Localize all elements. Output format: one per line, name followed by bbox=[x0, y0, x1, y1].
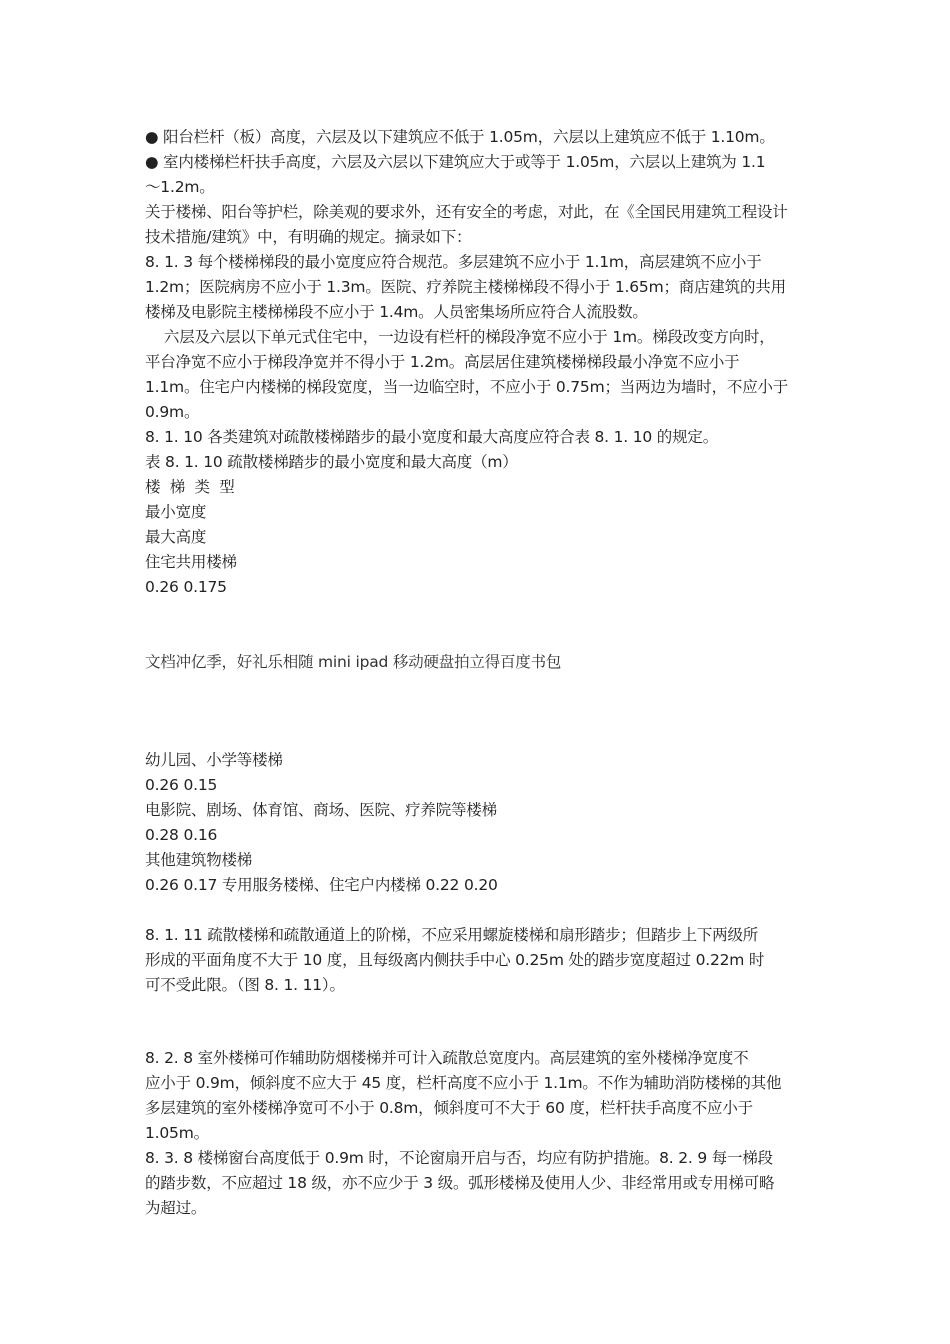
clause-8-1-3: 8. 1. 3 每个楼梯梯段的最小宽度应符合规范。多层建筑不应小于 1.1m，高层建筑不应小于 bbox=[145, 253, 762, 271]
table-header-max-height: 最大高度 bbox=[145, 528, 207, 546]
text-line: 应小于 0.9m，倾斜度不应大于 45 度，栏杆高度不应小于 1.1m。不作为辅助消防楼梯的其他 bbox=[145, 1074, 782, 1092]
text-line: 为超过。 bbox=[145, 1199, 207, 1217]
text-line-balcony-railing: ● 阳台栏杆（板）高度，六层及以下建筑应不低于 1.05m，六层以上建筑应不低于 1.10m。 bbox=[145, 128, 775, 146]
text-line: 楼梯及电影院主楼梯梯段不应小于 1.4m。人员密集场所应符合人流股数。 bbox=[145, 303, 648, 321]
text-line: 可不受此限。（图 8. 1. 11）。 bbox=[145, 976, 345, 994]
clause-8-1-11: 8. 1. 11 疏散楼梯和疏散通道上的阶梯，不应采用螺旋楼梯和扇形踏步；但踏步上下两级所 bbox=[145, 926, 759, 944]
text-line: 形成的平面角度不大于 10 度，且每级离内侧扶手中心 0.25m 处的踏步宽度超过 0.22m 时 bbox=[145, 951, 765, 969]
text-line: 平台净宽不应小于梯段净宽并不得小于 1.2m。高层居住建筑楼梯梯段最小净宽不应小于 bbox=[145, 353, 740, 371]
table-row-label: 其他建筑物楼梯 bbox=[145, 851, 253, 869]
clause-8-2-8: 8. 2. 8 室外楼梯可作辅助防烟楼梯并可计入疏散总宽度内。高层建筑的室外楼梯净宽度不 bbox=[145, 1049, 749, 1067]
text-line: 1.1m。住宅户内楼梯的梯段宽度，当一边临空时，不应小于 0.75m；当两边为墙时，不应小于 bbox=[145, 378, 789, 396]
clause-8-1-10: 8. 1. 10 各类建筑对疏散楼梯踏步的最小宽度和最大高度应符合表 8. 1. 10 的规定。 bbox=[145, 428, 718, 446]
text-line: 1.05m。 bbox=[145, 1124, 209, 1142]
table-row-values: 0.26 0.15 bbox=[145, 776, 218, 794]
text-line: 1.2m；医院病房不应小于 1.3m。医院、疗养院主楼梯梯段不得小于 1.65m；商店建筑的共用 bbox=[145, 278, 786, 296]
text-line: 六层及六层以下单元式住宅中，一边设有栏杆的梯段净宽不应小于 1m。梯段改变方向时， bbox=[145, 328, 775, 346]
text-line: 的踏步数，不应超过 18 级，亦不应少于 3 级。弧形楼梯及使用人少、非经常用或专用梯可略 bbox=[145, 1174, 775, 1192]
table-header-min-width: 最小宽度 bbox=[145, 503, 207, 521]
table-row-values: 0.26 0.175 bbox=[145, 578, 227, 596]
text-line-stair-handrail: ● 室内楼梯栏杆扶手高度，六层及六层以下建筑应大于或等于 1.05m，六层以上建筑为 1.1 bbox=[145, 153, 766, 171]
table-row-label: 幼儿园、小学等楼梯 bbox=[145, 751, 283, 769]
text-line: 关于楼梯、阳台等护栏，除美观的要求外，还有安全的考虑，对此，在《全国民用建筑工程设计 bbox=[145, 203, 788, 221]
table-header-stair-type: 楼 梯 类 型 bbox=[145, 478, 235, 496]
text-line: 技术措施/建筑》中，有明确的规定。摘录如下： bbox=[145, 228, 472, 246]
table-row-label: 电影院、剧场、体育馆、商场、医院、疗养院等楼梯 bbox=[145, 801, 497, 819]
table-row-values: 0.26 0.17 专用服务楼梯、住宅户内楼梯 0.22 0.20 bbox=[145, 876, 498, 894]
text-line: 多层建筑的室外楼梯净宽可不小于 0.8m，倾斜度可不大于 60 度，栏杆扶手高度不应小于 bbox=[145, 1099, 753, 1117]
text-line: ～1.2m。 bbox=[145, 178, 215, 196]
text-line: 0.9m。 bbox=[145, 403, 200, 421]
clause-8-3-8: 8. 3. 8 楼梯窗台高度低于 0.9m 时，不论窗扇开启与否，均应有防护措施。8. 2. 9 每一梯段 bbox=[145, 1149, 773, 1167]
table-caption: 表 8. 1. 10 疏散楼梯踏步的最小宽度和最大高度（m） bbox=[145, 453, 518, 471]
table-row-label: 住宅共用楼梯 bbox=[145, 553, 237, 571]
table-row-values: 0.28 0.16 bbox=[145, 826, 218, 844]
promo-banner-text[interactable]: 文档冲亿季，好礼乐相随 mini ipad 移动硬盘拍立得百度书包 bbox=[145, 653, 562, 671]
